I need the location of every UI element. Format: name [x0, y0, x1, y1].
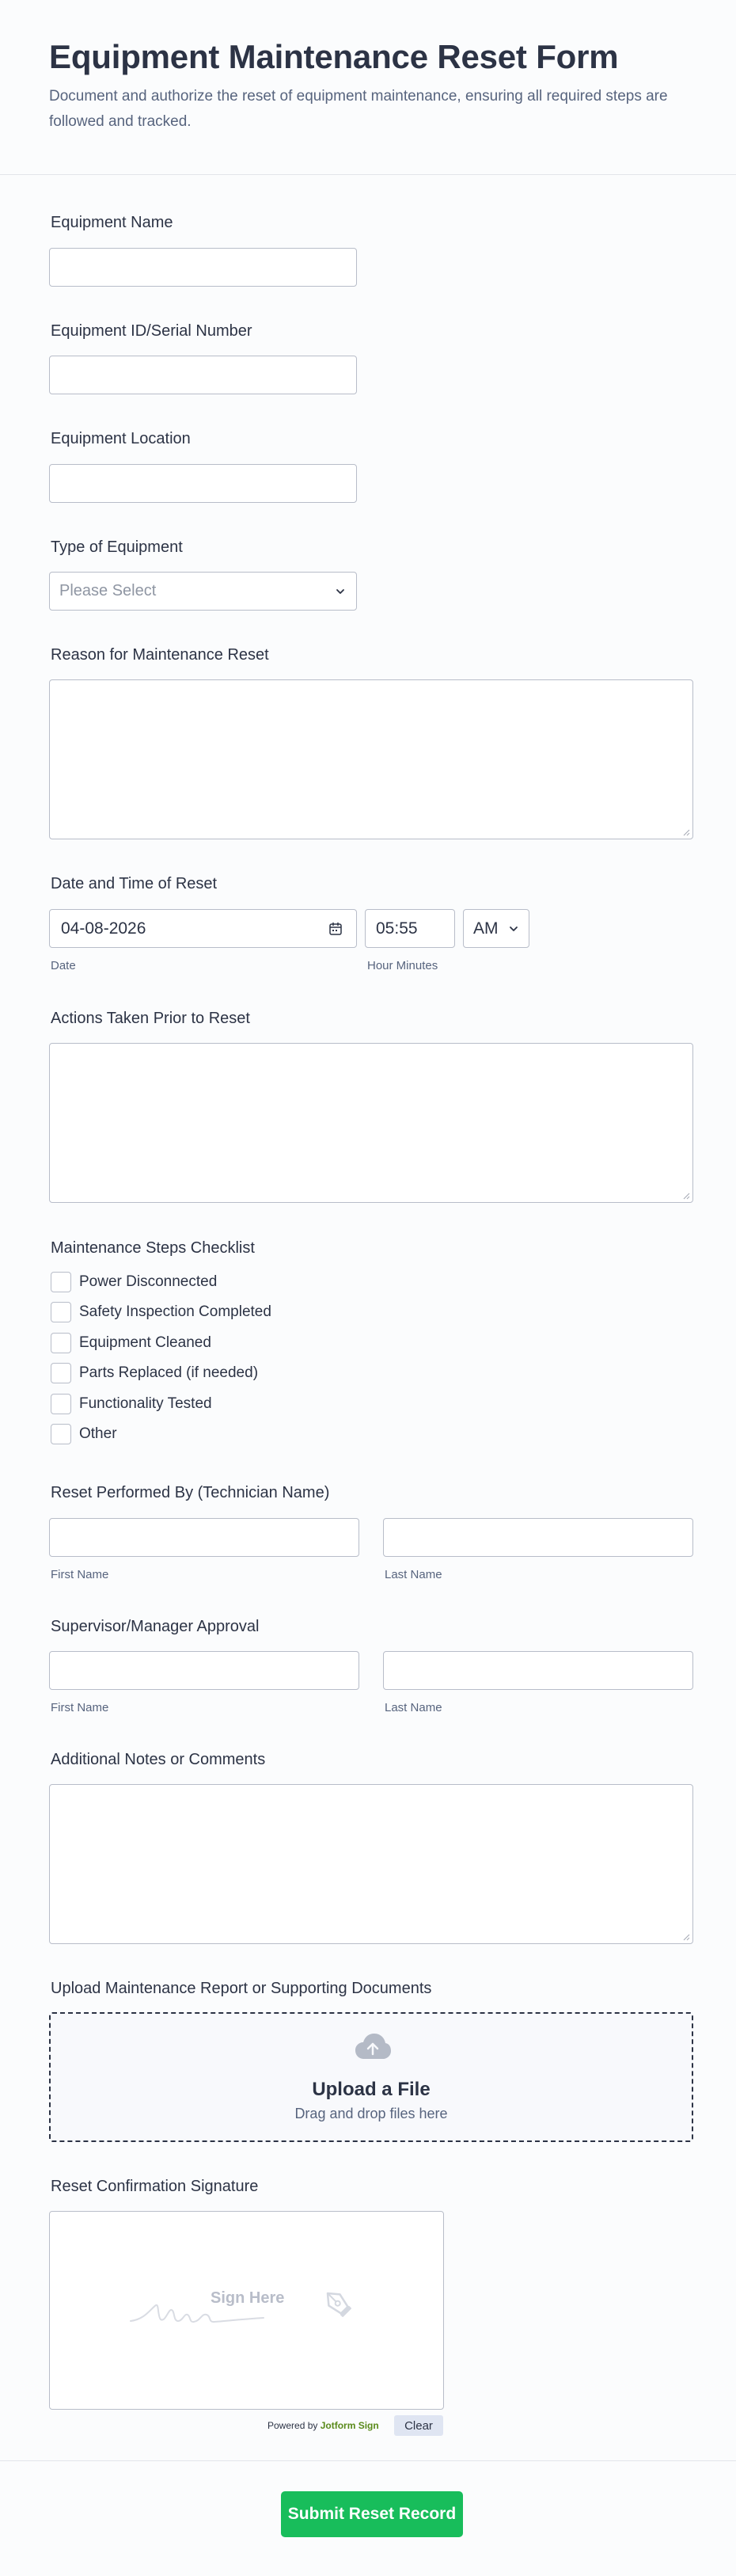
checkbox[interactable] — [51, 1272, 71, 1292]
actions-taken-label: Actions Taken Prior to Reset — [51, 1010, 250, 1027]
form-subtitle: Document and authorize the reset of equipment maintenance, ensuring all required steps are followed and tracked. — [49, 88, 668, 130]
calendar-icon[interactable] — [328, 922, 343, 936]
chevron-down-icon — [508, 923, 519, 934]
upload-label: Upload Maintenance Report or Supporting Documents — [51, 1980, 432, 1997]
footer-divider — [0, 2460, 736, 2461]
equipment-name-label: Equipment Name — [51, 214, 173, 231]
technician-label: Reset Performed By (Technician Name) — [51, 1484, 330, 1501]
ampm-value: AM — [473, 919, 499, 938]
reset-datetime-label: Date and Time of Reset — [51, 875, 218, 892]
jotform-sign-brand[interactable]: Jotform Sign — [320, 2420, 379, 2431]
clear-signature-button[interactable]: Clear — [394, 2415, 443, 2436]
reset-reason-textarea[interactable] — [49, 679, 693, 839]
cloud-upload-icon — [354, 2033, 392, 2061]
reset-date-value: 04-08-2026 — [61, 919, 146, 938]
ampm-select[interactable] — [463, 909, 529, 948]
checkbox[interactable] — [51, 1302, 71, 1322]
supervisor-first-sublabel: First Name — [51, 1701, 109, 1714]
signature-label: Reset Confirmation Signature — [51, 2178, 259, 2195]
resize-grip-icon[interactable] — [682, 1192, 690, 1200]
checklist-item-label: Other — [79, 1425, 117, 1442]
supervisor-first-name-input[interactable] — [49, 1651, 359, 1690]
equipment-type-label: Type of Equipment — [51, 538, 183, 556]
file-upload-dropzone[interactable] — [49, 2012, 693, 2142]
reset-reason-label: Reason for Maintenance Reset — [51, 646, 269, 664]
submit-button[interactable]: Submit Reset Record — [281, 2491, 463, 2537]
equipment-type-select[interactable] — [49, 572, 357, 611]
powered-by — [267, 2420, 379, 2431]
technician-first-name-input[interactable] — [49, 1518, 359, 1557]
date-sublabel: Date — [51, 959, 76, 972]
checkbox[interactable] — [51, 1363, 71, 1383]
checkbox[interactable] — [51, 1394, 71, 1414]
equipment-id-input[interactable] — [49, 356, 357, 394]
form-header — [0, 0, 736, 175]
checklist-item-label: Parts Replaced (if needed) — [79, 1364, 259, 1381]
checklist-label: Maintenance Steps Checklist — [51, 1239, 255, 1257]
checklist-item-label: Functionality Tested — [79, 1395, 212, 1412]
signature-pad[interactable] — [49, 2211, 444, 2410]
checklist-item-label: Equipment Cleaned — [79, 1334, 211, 1351]
upload-subtitle: Drag and drop files here — [294, 2106, 448, 2121]
technician-last-sublabel: Last Name — [385, 1568, 442, 1581]
reset-time-value: 05:55 — [376, 919, 418, 938]
equipment-location-input[interactable] — [49, 464, 357, 503]
resize-grip-icon[interactable] — [682, 828, 690, 836]
supervisor-label: Supervisor/Manager Approval — [51, 1618, 260, 1635]
equipment-location-label: Equipment Location — [51, 430, 191, 447]
equipment-id-label: Equipment ID/Serial Number — [51, 322, 252, 340]
time-sublabel: Hour Minutes — [367, 959, 438, 972]
resize-grip-icon[interactable] — [682, 1933, 690, 1941]
supervisor-last-sublabel: Last Name — [385, 1701, 442, 1714]
technician-first-sublabel: First Name — [51, 1568, 109, 1581]
actions-taken-textarea[interactable] — [49, 1043, 693, 1203]
upload-title: Upload a File — [312, 2079, 431, 2100]
notes-textarea[interactable] — [49, 1784, 693, 1944]
technician-last-name-input[interactable] — [383, 1518, 693, 1557]
equipment-name-input[interactable] — [49, 248, 357, 287]
checkbox[interactable] — [51, 1333, 71, 1353]
checklist-item-label: Power Disconnected — [79, 1273, 218, 1290]
checkbox[interactable] — [51, 1424, 71, 1444]
notes-label: Additional Notes or Comments — [51, 1751, 266, 1768]
signature-placeholder: Sign Here — [211, 2289, 285, 2307]
reset-date-input[interactable] — [49, 909, 357, 948]
chevron-down-icon — [335, 586, 346, 597]
equipment-type-placeholder: Please Select — [59, 582, 157, 599]
form-title: Equipment Maintenance Reset Form — [49, 38, 619, 75]
supervisor-last-name-input[interactable] — [383, 1651, 693, 1690]
pen-nib-icon — [321, 2286, 354, 2319]
reset-time-input[interactable] — [365, 909, 455, 948]
powered-by-text: Powered by — [267, 2420, 318, 2431]
checklist-item-label: Safety Inspection Completed — [79, 1303, 271, 1320]
